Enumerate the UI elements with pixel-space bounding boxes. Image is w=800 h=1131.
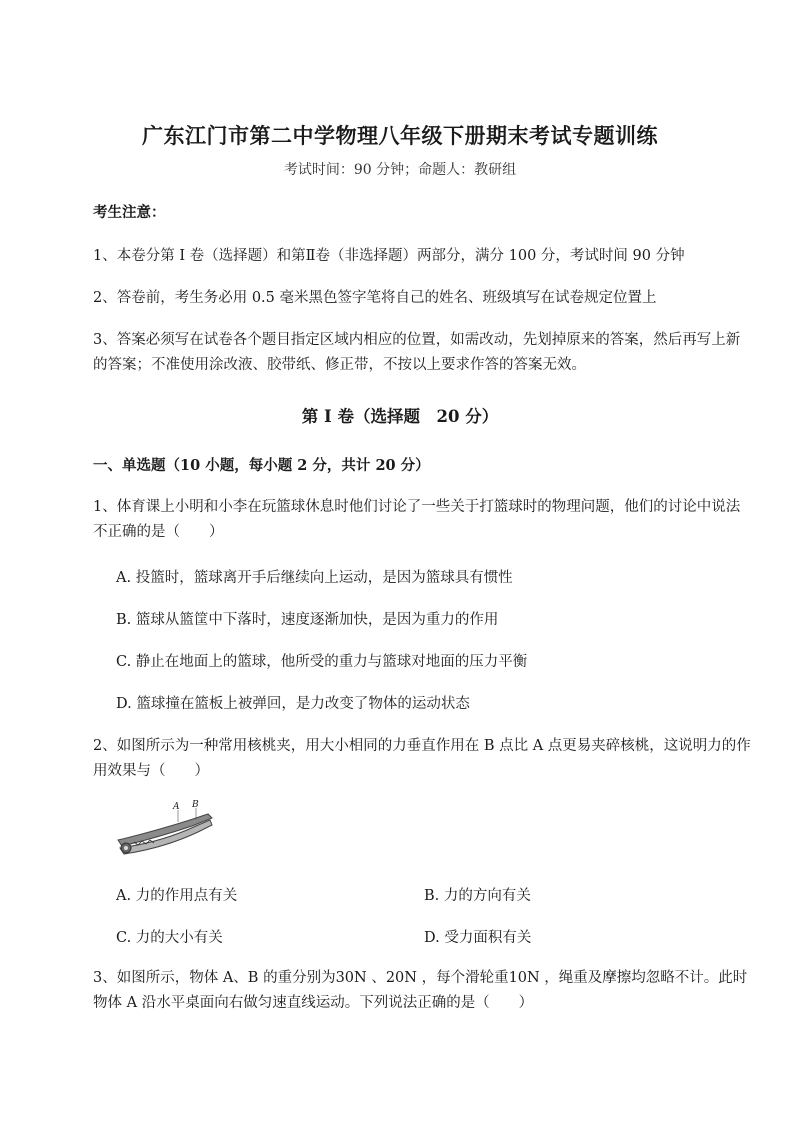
- notice-item-2: 2、答卷前，考生务必用 0.5 毫米黑色签字笔将自己的姓名、班级填写在试卷规定位置上: [93, 290, 657, 306]
- question-2-option-a[interactable]: A. 力的作用点有关: [116, 888, 238, 904]
- question-1-line-2: 不正确的是（ ）: [93, 524, 224, 540]
- notice-heading: 考生注意：: [93, 204, 166, 221]
- question-2-option-b[interactable]: B. 力的方向有关: [424, 888, 531, 904]
- question-1-option-d[interactable]: D. 篮球撞在篮板上被弹回，是力改变了物体的运动状态: [116, 696, 470, 712]
- figure-label-b: B: [192, 800, 199, 810]
- question-2-option-c[interactable]: C. 力的大小有关: [116, 930, 223, 946]
- question-2-option-d[interactable]: D. 受力面积有关: [424, 930, 532, 946]
- question-2-line-1: 2、如图所示为一种常用核桃夹，用大小相同的力垂直作用在 B 点比 A 点更易夹碎核桃，这说明力的作: [93, 738, 751, 754]
- notice-item-3: 3、答案必须写在试卷各个题目指定区域内相应的位置，如需改动，先划掉原来的答案，然后再写上新: [93, 332, 741, 348]
- part-heading: 一、单选题（10 小题，每小题 2 分，共计 20 分）: [93, 457, 430, 474]
- exam-info: 考试时间：90 分钟；命题人：教研组: [283, 162, 517, 178]
- question-1-option-a[interactable]: A. 投篮时，篮球离开手后继续向上运动，是因为篮球具有惯性: [116, 570, 513, 586]
- question-3-line-1: 3、如图所示，物体 A、B 的重分别为30N 、20N ，每个滑轮重10N ，绳重及摩擦均忽略不计。此时: [93, 970, 748, 986]
- question-1-option-c[interactable]: C. 静止在地面上的篮球，他所受的重力与篮球对地面的压力平衡: [116, 654, 528, 670]
- question-1-line-1: 1、体育课上小明和小李在玩篮球休息时他们讨论了一些关于打篮球时的物理问题，他们的讨论中说法: [93, 499, 741, 515]
- notice-item-1: 1、本卷分第 I 卷（选择题）和第Ⅱ卷（非选择题）两部分，满分 100 分，考试时间 90 分钟: [93, 248, 685, 264]
- question-3-line-2: 物体 A 沿水平桌面向右做匀速直线运动。下列说法正确的是（ ）: [93, 995, 534, 1011]
- nutcracker-figure: [112, 798, 242, 868]
- question-2-line-2: 用效果与（ ）: [93, 763, 209, 779]
- question-1-option-b[interactable]: B. 篮球从篮筐中下落时，速度逐渐加快，是因为重力的作用: [116, 612, 499, 628]
- figure-label-a: A: [173, 802, 180, 812]
- notice-item-3-cont: 的答案；不准使用涂改液、胶带纸、修正带，不按以上要求作答的答案无效。: [93, 357, 586, 373]
- page-title: 广东江门市第二中学物理八年级下册期末考试专题训练: [142, 123, 658, 148]
- section-title: 第 I 卷（选择题 20 分）: [301, 407, 499, 426]
